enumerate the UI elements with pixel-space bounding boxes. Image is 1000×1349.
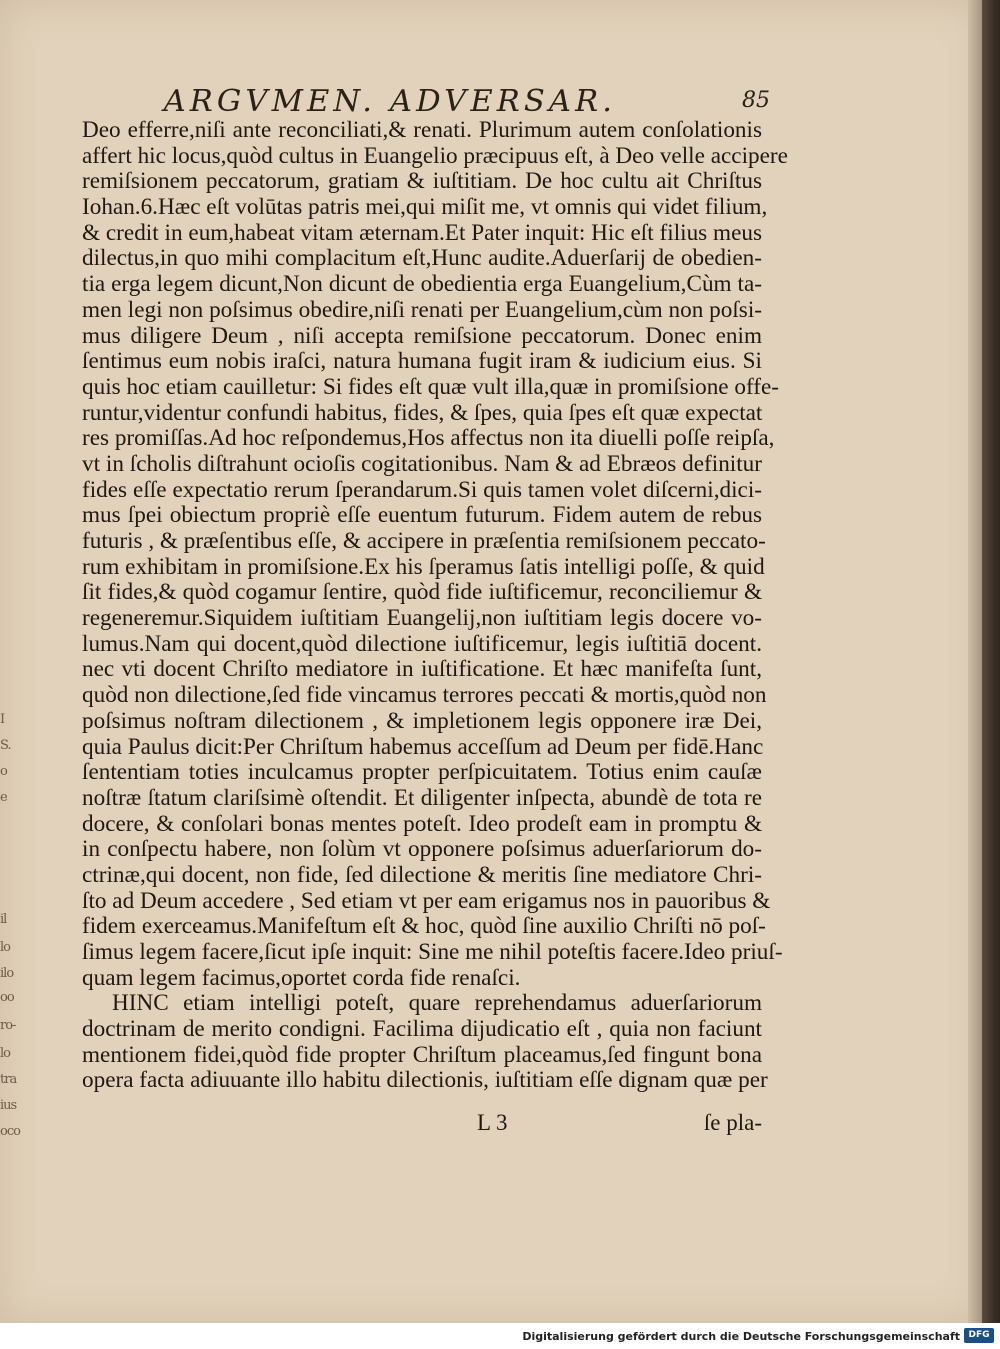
text-line: ſto ad Deum accedere , Sed etiam vt per eam erigamus nos in pauoribus &	[82, 887, 771, 914]
text-line: HINC etiam intelligi poteſt, quare reprehendamus aduerſariorum	[112, 990, 762, 1017]
text-line: rum exhibitam in promiſsione.Ex his ſperamus ſatis intelligi poſſe, & quid	[82, 553, 765, 580]
digitization-footer	[0, 1323, 1000, 1349]
funding-credit: Digitalisierung gefördert durch die Deutsche Forschungsgemeinschaft	[522, 1330, 960, 1343]
dfg-logo: DFG	[964, 1328, 994, 1343]
text-line: ſentimus eum nobis iraſci, natura humana fugit iram & iudicium eius. Si	[82, 348, 762, 375]
text-line: opera facta adiuuante illo habitu dilectionis, iuſtitiam eſſe dignam quæ per	[82, 1067, 768, 1094]
text-line: mentionem fidei,quòd fide propter Chriſtum placeamus,ſed fingunt bona	[82, 1041, 762, 1068]
text-line: & credit in eum,habeat vitam æternam.Et Pater inquit: Hic eſt filius meus	[82, 219, 762, 246]
text-line: quis hoc etiam cauilletur: Si fides eſt quæ vult illa,quæ in promiſsione offe-	[82, 373, 780, 400]
text-line: regeneremur.Siquidem iuſtitiam Euangelij,non iuſtitiam legis docere vo-	[82, 605, 762, 632]
text-line: ſententiam toties inculcamus propter perſpicuitatem. Totius enim cauſæ	[82, 759, 762, 786]
text-line: Deo efferre,niſi ante reconciliati,& renati. Plurimum autem conſolationis	[82, 117, 762, 143]
text-line: remiſsionem peccatorum, gratiam & iuſtitiam. De hoc cultu ait Chriſtus	[82, 168, 762, 195]
text-line: ctrinæ,qui docent, non fide, ſed dilectione & meritis ſine mediatore Chri-	[82, 861, 762, 888]
running-head: ARGVMEN. ADVERSAR.	[163, 84, 617, 119]
text-line: dilectus,in quo mihi complacitum eſt,Hunc audite.Aduerſarij de obedien-	[82, 245, 762, 272]
text-line: fides eſſe expectatio rerum ſperandarum.Si quis tamen volet diſcerni,dici-	[82, 476, 762, 503]
text-line: res promiſſas.Ad hoc reſpondemus,Hos affectus non ita diuelli poſſe reipſa,	[82, 425, 775, 452]
catchword: ſe pla-	[703, 1110, 762, 1135]
text-line: men legi non poſsimus obedire,niſi renati per Euangelium,cùm non poſsi-	[82, 296, 762, 323]
margin-fragment: lo	[0, 1046, 10, 1061]
margin-fragment: tra	[0, 1072, 17, 1087]
text-line: quam legem facimus,oportet corda fide renaſci.	[82, 964, 521, 991]
text-line: fidem exerceamus.Manifeſtum eſt & hoc, quòd ſine auxilio Chriſti nō poſ-	[82, 913, 766, 940]
margin-fragment: ius	[0, 1098, 17, 1113]
text-line: mus ſpei obiectum propriè eſſe euentum futurum. Fidem autem de rebus	[82, 502, 762, 529]
margin-fragment: I	[0, 712, 5, 727]
text-line: lumus.Nam qui docent,quòd dilectione iuſtificemur, legis iuſtitiā docent.	[82, 630, 762, 657]
signature-mark: L 3	[477, 1110, 508, 1135]
page-foot	[82, 1110, 762, 1138]
text-line: in conſpectu habere, non ſolùm vt opponere poſsimus aduerſariorum do-	[82, 836, 762, 863]
body-text	[82, 117, 788, 1094]
margin-fragment: S.	[0, 738, 11, 753]
margin-fragment: o	[0, 764, 7, 779]
text-line: ſimus legem facere,ſicut ipſe inquit: Sine me nihil poteſtis facere.Ideo priuſ-	[82, 939, 783, 965]
text-line: vt in ſcholis diſtrahunt ocioſis cogitationibus. Nam & ad Ebræos definitur	[82, 450, 762, 477]
text-line: quòd non dilectione,ſed fide vincamus terrores peccati & mortis,quòd non	[82, 682, 767, 709]
text-line: tia erga legem dicunt,Non dicunt de obedientia erga Euangelium,Cùm ta-	[82, 271, 762, 298]
margin-fragment: ro-	[0, 1018, 16, 1033]
book-binding	[982, 0, 1000, 1323]
text-line: Iohan.6.Hæc eſt volūtas patris mei,qui miſit me, vt omnis qui videt filium,	[82, 194, 768, 221]
text-line: docere, & conſolari bonas mentes poteſt. Ideo prodeſt eam in promptu &	[82, 810, 762, 837]
margin-fragment: il	[0, 912, 7, 927]
text-line: poſsimus noſtram dilectionem , & impletionem legis opponere iræ Dei,	[82, 707, 762, 734]
text-line: runtur,videntur confundi habitus, fides, & ſpes, quia ſpes eſt quæ expectat	[82, 399, 763, 426]
margin-fragment: e	[0, 790, 7, 805]
text-line: quia Paulus dicit:Per Chriſtum habemus acceſſum ad Deum per fidē.Hanc	[82, 733, 764, 760]
margin-fragment: oco	[0, 1124, 20, 1139]
margin-fragment: lo	[0, 940, 10, 955]
text-line: nec vti docent Chriſto mediatore in iuſtificatione. Et hæc manifeſta ſunt,	[82, 656, 762, 683]
text-line: noſtræ ſtatum clariſsimè oſtendit. Et diligenter inſpecta, abundè de tota re	[82, 784, 762, 811]
text-line: doctrinam de merito condigni. Facilima dijudicatio eſt , quia non faciunt	[82, 1016, 762, 1043]
margin-fragment: ilo	[0, 966, 14, 981]
text-line: futuris , & præſentibus eſſe, & accipere in præſentia remiſsionem peccato-	[82, 528, 766, 554]
page-edge	[968, 0, 982, 1323]
page-number: 85	[742, 88, 770, 113]
text-line: ſit fides,& quòd cogamur ſentire, quòd fide iuſtificemur, reconciliemur &	[82, 579, 762, 606]
text-line: affert hic locus,quòd cultus in Euangelio præcipuus eſt, à Deo velle accipere	[82, 142, 788, 169]
margin-fragment: oo	[0, 990, 14, 1005]
text-line: mus diligere Deum , niſi accepta remiſsione peccatorum. Donec enim	[82, 322, 762, 349]
